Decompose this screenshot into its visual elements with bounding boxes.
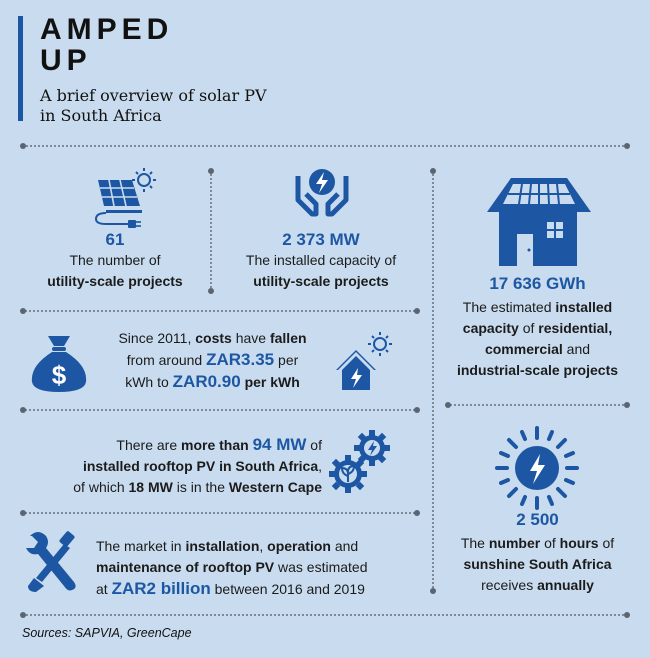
- capacity-label-2: utility-scale projects: [253, 273, 389, 289]
- projects-label-1: The number of: [69, 252, 161, 268]
- divider-left-1: [22, 310, 418, 312]
- house-solar-icon: [487, 168, 591, 266]
- divider-vertical-small: [210, 170, 212, 292]
- market-value: ZAR2 billion: [111, 579, 211, 598]
- divider-top: [22, 145, 628, 147]
- costs-block: Since 2011, costs have fallen from around ZAR3.35 per kWh to ZAR0.90 per kWh: [118, 330, 307, 391]
- rooftop-total-value: 94 MW: [252, 435, 307, 454]
- page-subtitle: [40, 86, 340, 126]
- residential-label-4: industrial-scale projects: [456, 362, 619, 378]
- capacity-label-1: The installed capacity of: [245, 252, 397, 268]
- divider-left-3: [22, 512, 418, 514]
- sources-note: Sources: SAPVIA, GreenCape: [22, 626, 192, 640]
- hands-energy-icon: [292, 162, 352, 222]
- capacity-block: [228, 230, 414, 292]
- projects-label-2: utility-scale projects: [47, 273, 183, 289]
- house-sun-icon: [334, 330, 396, 392]
- rooftop-wc-value: 18 MW: [128, 479, 173, 495]
- divider-left-2: [22, 409, 418, 411]
- capacity-value: 2 373 MW: [282, 230, 360, 249]
- page-title: [40, 14, 173, 76]
- rooftop-block: There are more than 94 MW of installed rooftop PV in South Africa, of which 18 MW is in the Western Cape: [73, 435, 322, 495]
- cost-new-price: ZAR0.90: [172, 372, 241, 391]
- market-block: The market in installation, operation and maintenance of rooftop PV was estimated at ZAR2 billion between 2016 and 2019: [96, 538, 368, 598]
- subtitle-line-1: A brief overview of solar PV: [40, 86, 267, 105]
- money-bag-icon: [28, 332, 90, 394]
- divider-bottom: [22, 614, 628, 616]
- sunshine-label-2: sunshine South Africa: [463, 556, 612, 572]
- sunshine-block: 2 500 The number of hours of sunshine South Africa receives annually: [447, 510, 628, 596]
- tools-icon: [24, 528, 86, 594]
- residential-value: 17 636 GWh: [489, 274, 586, 293]
- projects-block: [40, 230, 190, 292]
- divider-right: [447, 404, 628, 406]
- residential-block: 17 636 GWh The estimated installed capacity of residential, commercial and industrial-scale projects: [447, 274, 628, 381]
- divider-vertical-main: [432, 170, 434, 592]
- cost-old-price: ZAR3.35: [206, 350, 275, 369]
- title-accent-bar: [18, 16, 23, 121]
- sun-icon: [493, 424, 581, 512]
- projects-value: 61: [105, 230, 125, 249]
- svg-text:$: $: [51, 360, 67, 390]
- gears-icon: [328, 428, 392, 496]
- sunshine-value: 2 500: [516, 510, 559, 529]
- title-line-2: UP: [40, 44, 92, 77]
- solar-panel-icon: [88, 166, 158, 228]
- subtitle-line-2: in South Africa: [40, 106, 162, 125]
- title-line-1: AMPED: [40, 13, 174, 46]
